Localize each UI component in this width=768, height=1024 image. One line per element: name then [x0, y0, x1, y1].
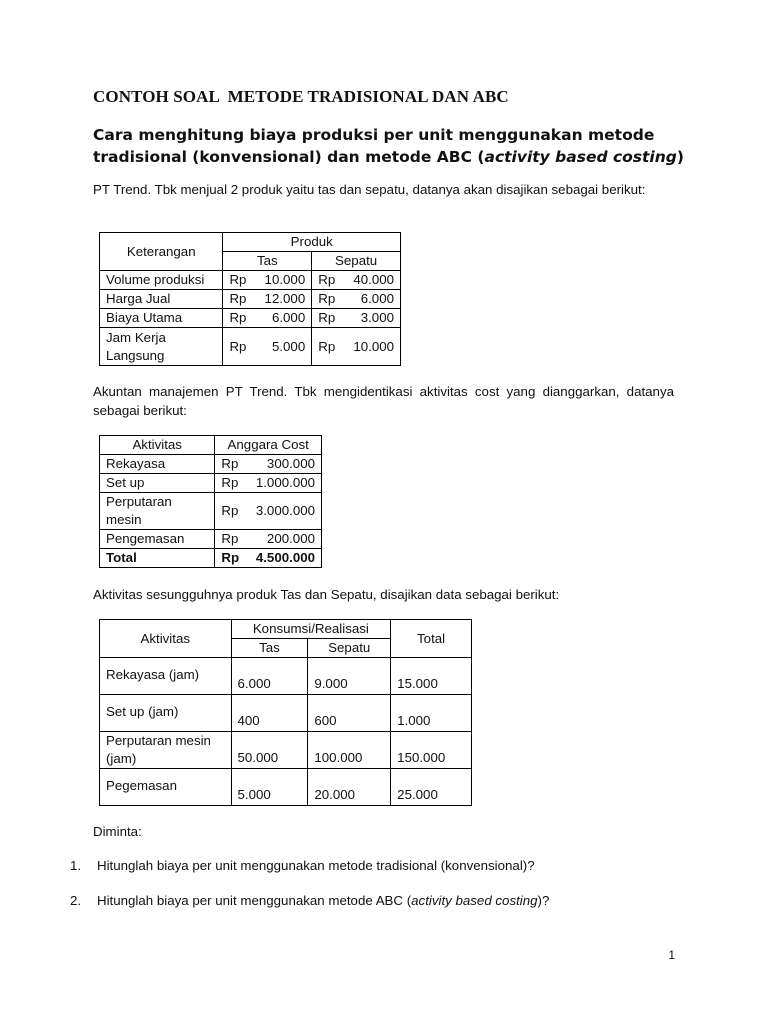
- header-keterangan: Keterangan: [100, 233, 223, 271]
- row-label: Rekayasa: [100, 455, 215, 474]
- row-label: Jam Kerja Langsung: [100, 328, 223, 366]
- header-aktivitas: Aktivitas: [100, 620, 232, 658]
- table-row: [100, 455, 322, 474]
- budget-value: Rp 300.000: [215, 455, 322, 474]
- total-value: 150.000: [391, 732, 472, 769]
- row-label: Rekayasa (jam): [100, 658, 232, 695]
- table-row: [100, 658, 472, 695]
- table-row: [100, 474, 322, 493]
- sepatu-value: 100.000: [308, 732, 391, 769]
- table-row: [100, 493, 322, 530]
- tas-value: 400: [231, 695, 308, 732]
- header-anggaran: Anggara Cost: [215, 436, 322, 455]
- row-label: Pengemasan: [100, 530, 215, 549]
- product-table: [99, 232, 401, 366]
- question-2-suffix: )?: [537, 893, 550, 908]
- row-label: Perputaran mesin (jam): [100, 732, 232, 769]
- total-value: 1.000: [391, 695, 472, 732]
- document-title: CONTOH SOAL METODE TRADISIONAL DAN ABC: [93, 87, 509, 106]
- total-value: Rp 4.500.000: [215, 549, 322, 568]
- row-label: Pegemasan: [100, 769, 232, 806]
- total-value: 25.000: [391, 769, 472, 806]
- question-number: 2.: [70, 893, 82, 908]
- row-label: Harga Jual: [100, 290, 223, 309]
- budget-paragraph: Akuntan manajemen PT Trend. Tbk mengidentikasi aktivitas cost yang dianggarkan, datanya sebagai berikut:: [93, 384, 674, 418]
- sepatu-value: Rp 40.000: [312, 271, 401, 290]
- activity-table: [99, 619, 472, 806]
- row-label: Volume produksi: [100, 271, 223, 290]
- question-1: Hitunglah biaya per unit menggunakan metode tradisional (konvensional)?: [97, 858, 535, 873]
- question-2: [97, 893, 549, 908]
- budget-value: Rp 200.000: [215, 530, 322, 549]
- tas-value: 5.000: [231, 769, 308, 806]
- subtitle-italic: activity based costing: [484, 148, 677, 166]
- sepatu-value: Rp 6.000: [312, 290, 401, 309]
- question-2-italic: activity based costing: [411, 893, 538, 908]
- header-total: Total: [391, 620, 472, 658]
- total-label: Total: [100, 549, 215, 568]
- intro-paragraph: PT Trend. Tbk menjual 2 produk yaitu tas dan sepatu, datanya akan disajikan sebagai berikut:: [93, 182, 646, 197]
- row-label: Set up: [100, 474, 215, 493]
- header-sepatu: Sepatu: [312, 252, 401, 271]
- table-row: [100, 271, 401, 290]
- header-produk: Produk: [223, 233, 401, 252]
- table-row: [100, 732, 472, 769]
- activity-paragraph: Aktivitas sesungguhnya produk Tas dan Sepatu, disajikan data sebagai berikut:: [93, 587, 560, 602]
- header-tas: Tas: [223, 252, 312, 271]
- header-konsumsi: Konsumsi/Realisasi: [231, 620, 391, 639]
- diminta-label: Diminta:: [93, 824, 142, 839]
- table-row: [100, 328, 401, 366]
- table-row: [100, 309, 401, 328]
- tas-value: Rp 12.000: [223, 290, 312, 309]
- tas-value: 50.000: [231, 732, 308, 769]
- question-2-prefix: Hitunglah biaya per unit menggunakan metode ABC (: [97, 893, 412, 908]
- page-number: 1: [668, 948, 675, 962]
- row-label: Biaya Utama: [100, 309, 223, 328]
- row-label: Set up (jam): [100, 695, 232, 732]
- table-row: [100, 530, 322, 549]
- sepatu-value: 20.000: [308, 769, 391, 806]
- budget-value: Rp 1.000.000: [215, 474, 322, 493]
- table-row: [100, 695, 472, 732]
- sepatu-value: 9.000: [308, 658, 391, 695]
- table-row: [100, 769, 472, 806]
- total-value: 15.000: [391, 658, 472, 695]
- header-aktivitas: Aktivitas: [100, 436, 215, 455]
- budget-table: [99, 435, 322, 568]
- header-sepatu: Sepatu: [308, 639, 391, 658]
- budget-value: Rp 3.000.000: [215, 493, 322, 530]
- subtitle-prefix: Cara menghitung biaya produksi per unit menggunakan metode tradisional (konvensional) dan metode ABC (: [93, 126, 655, 166]
- header-tas: Tas: [231, 639, 308, 658]
- document-subtitle: [93, 124, 693, 168]
- subtitle-suffix: ): [676, 148, 684, 166]
- total-row: [100, 549, 322, 568]
- tas-value: Rp 6.000: [223, 309, 312, 328]
- question-number: 1.: [70, 858, 82, 873]
- row-label: Perputaran mesin: [100, 493, 215, 530]
- tas-value: 6.000: [231, 658, 308, 695]
- sepatu-value: 600: [308, 695, 391, 732]
- sepatu-value: Rp 3.000: [312, 309, 401, 328]
- sepatu-value: Rp 10.000: [312, 328, 401, 366]
- tas-value: Rp 5.000: [223, 328, 312, 366]
- table-row: [100, 290, 401, 309]
- tas-value: Rp 10.000: [223, 271, 312, 290]
